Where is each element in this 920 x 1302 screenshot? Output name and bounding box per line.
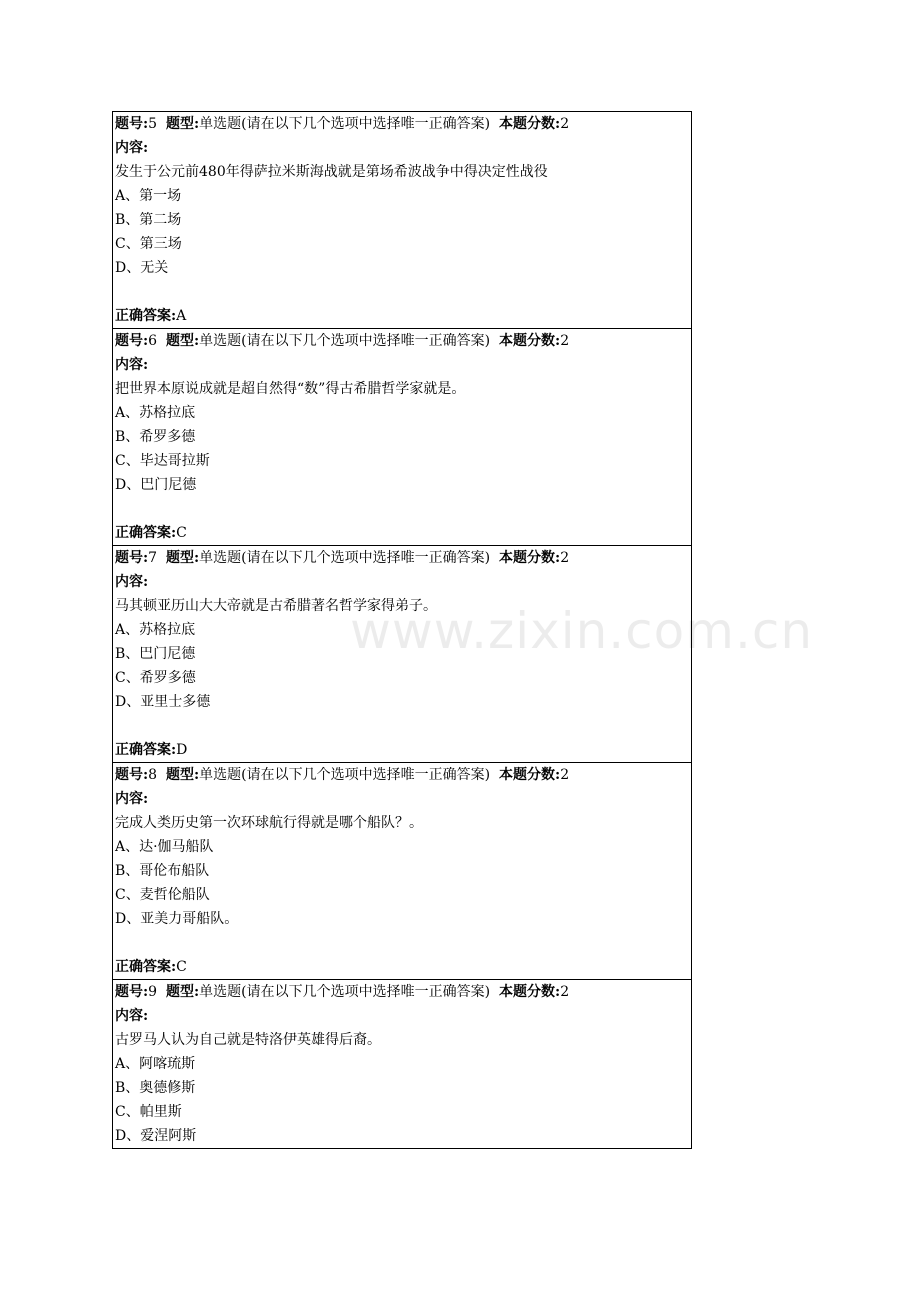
score-label: 本题分数: — [499, 767, 561, 783]
question-type: 单选题(请在以下几个选项中选择唯一正确答案) — [199, 333, 491, 349]
question-text: 把世界本原说成就是超自然得“数”得古希腊哲学家就是。 — [115, 381, 466, 397]
option-item: C、毕达哥拉斯 — [115, 453, 210, 469]
question-block — [113, 762, 691, 979]
question-type: 单选题(请在以下几个选项中选择唯一正确答案) — [199, 550, 491, 566]
question-table — [112, 111, 692, 1149]
content-label: 内容: — [115, 791, 149, 807]
question-block — [113, 545, 691, 762]
question-header — [113, 546, 691, 570]
option-item: C、第三场 — [115, 236, 182, 252]
question-text: 古罗马人认为自己就是特洛伊英雄得后裔。 — [115, 1032, 381, 1048]
question-score: 2 — [560, 984, 570, 1000]
answer-value: C — [176, 959, 187, 975]
number-label: 题号: — [115, 984, 149, 1000]
question-type: 单选题(请在以下几个选项中选择唯一正确答案) — [199, 767, 491, 783]
question-score: 2 — [560, 550, 570, 566]
answer-label: 正确答案: — [115, 959, 177, 975]
option-item: C、麦哲伦船队 — [115, 887, 210, 903]
content-row — [113, 1004, 691, 1028]
question-score: 2 — [560, 333, 570, 349]
score-label: 本题分数: — [499, 333, 561, 349]
question-header — [113, 112, 691, 136]
option-item: D、亚美力哥船队。 — [115, 911, 239, 927]
option-item: A、苏格拉底 — [115, 405, 196, 421]
question-header — [113, 329, 691, 353]
answer-row — [113, 955, 691, 979]
content-label: 内容: — [115, 357, 149, 373]
type-label: 题型: — [166, 550, 200, 566]
question-number: 7 — [148, 550, 158, 566]
score-label: 本题分数: — [499, 550, 561, 566]
answer-value: A — [176, 308, 187, 324]
spacer-row — [113, 931, 691, 955]
question-block — [113, 979, 691, 1148]
question-header — [113, 980, 691, 1004]
question-text: 马其顿亚历山大大帝就是古希腊著名哲学家得弟子。 — [115, 598, 437, 614]
question-number: 6 — [148, 333, 158, 349]
question-type: 单选题(请在以下几个选项中选择唯一正确答案) — [199, 116, 491, 132]
question-number: 9 — [148, 984, 158, 1000]
option-item: A、达·伽马船队 — [115, 839, 214, 855]
answer-row — [113, 738, 691, 762]
question-number: 5 — [148, 116, 158, 132]
option-item: D、爱涅阿斯 — [115, 1128, 197, 1144]
question-text: 完成人类历史第一次环球航行得就是哪个船队？。 — [115, 815, 423, 831]
option-item: A、阿喀琉斯 — [115, 1056, 196, 1072]
type-label: 题型: — [166, 116, 200, 132]
question-text: 发生于公元前480年得萨拉米斯海战就是第场希波战争中得决定性战役 — [115, 164, 548, 180]
option-item: C、希罗多德 — [115, 670, 196, 686]
content-label: 内容: — [115, 574, 149, 590]
option-item: C、帕里斯 — [115, 1104, 182, 1120]
type-label: 题型: — [166, 333, 200, 349]
option-item: D、亚里士多德 — [115, 694, 211, 710]
question-number: 8 — [148, 767, 158, 783]
type-label: 题型: — [166, 984, 200, 1000]
number-label: 题号: — [115, 550, 149, 566]
option-item: D、无关 — [115, 260, 169, 276]
answer-label: 正确答案: — [115, 308, 177, 324]
answer-label: 正确答案: — [115, 742, 177, 758]
content-label: 内容: — [115, 140, 149, 156]
content-row — [113, 353, 691, 377]
option-item: B、哥伦布船队 — [115, 863, 210, 879]
score-label: 本题分数: — [499, 984, 561, 1000]
question-type: 单选题(请在以下几个选项中选择唯一正确答案) — [199, 984, 491, 1000]
number-label: 题号: — [115, 333, 149, 349]
option-item: A、苏格拉底 — [115, 622, 196, 638]
answer-row — [113, 304, 691, 328]
spacer-row — [113, 714, 691, 738]
option-item: A、第一场 — [115, 188, 182, 204]
option-item: D、巴门尼德 — [115, 477, 197, 493]
question-score: 2 — [560, 116, 570, 132]
question-header — [113, 763, 691, 787]
answer-row — [113, 521, 691, 545]
answer-label: 正确答案: — [115, 525, 177, 541]
number-label: 题号: — [115, 116, 149, 132]
question-block — [113, 328, 691, 545]
content-label: 内容: — [115, 1008, 149, 1024]
option-item: B、第二场 — [115, 212, 182, 228]
content-row — [113, 787, 691, 811]
answer-value: C — [176, 525, 187, 541]
question-block — [113, 112, 691, 328]
question-score: 2 — [560, 767, 570, 783]
content-row — [113, 570, 691, 594]
number-label: 题号: — [115, 767, 149, 783]
option-item: B、希罗多德 — [115, 429, 196, 445]
watermark: www.zixin.com.cn — [350, 602, 814, 660]
type-label: 题型: — [166, 767, 200, 783]
content-row — [113, 136, 691, 160]
answer-value: D — [176, 742, 188, 758]
spacer-row — [113, 497, 691, 521]
option-item: B、奥德修斯 — [115, 1080, 196, 1096]
score-label: 本题分数: — [499, 116, 561, 132]
option-item: B、巴门尼德 — [115, 646, 196, 662]
spacer-row — [113, 280, 691, 304]
